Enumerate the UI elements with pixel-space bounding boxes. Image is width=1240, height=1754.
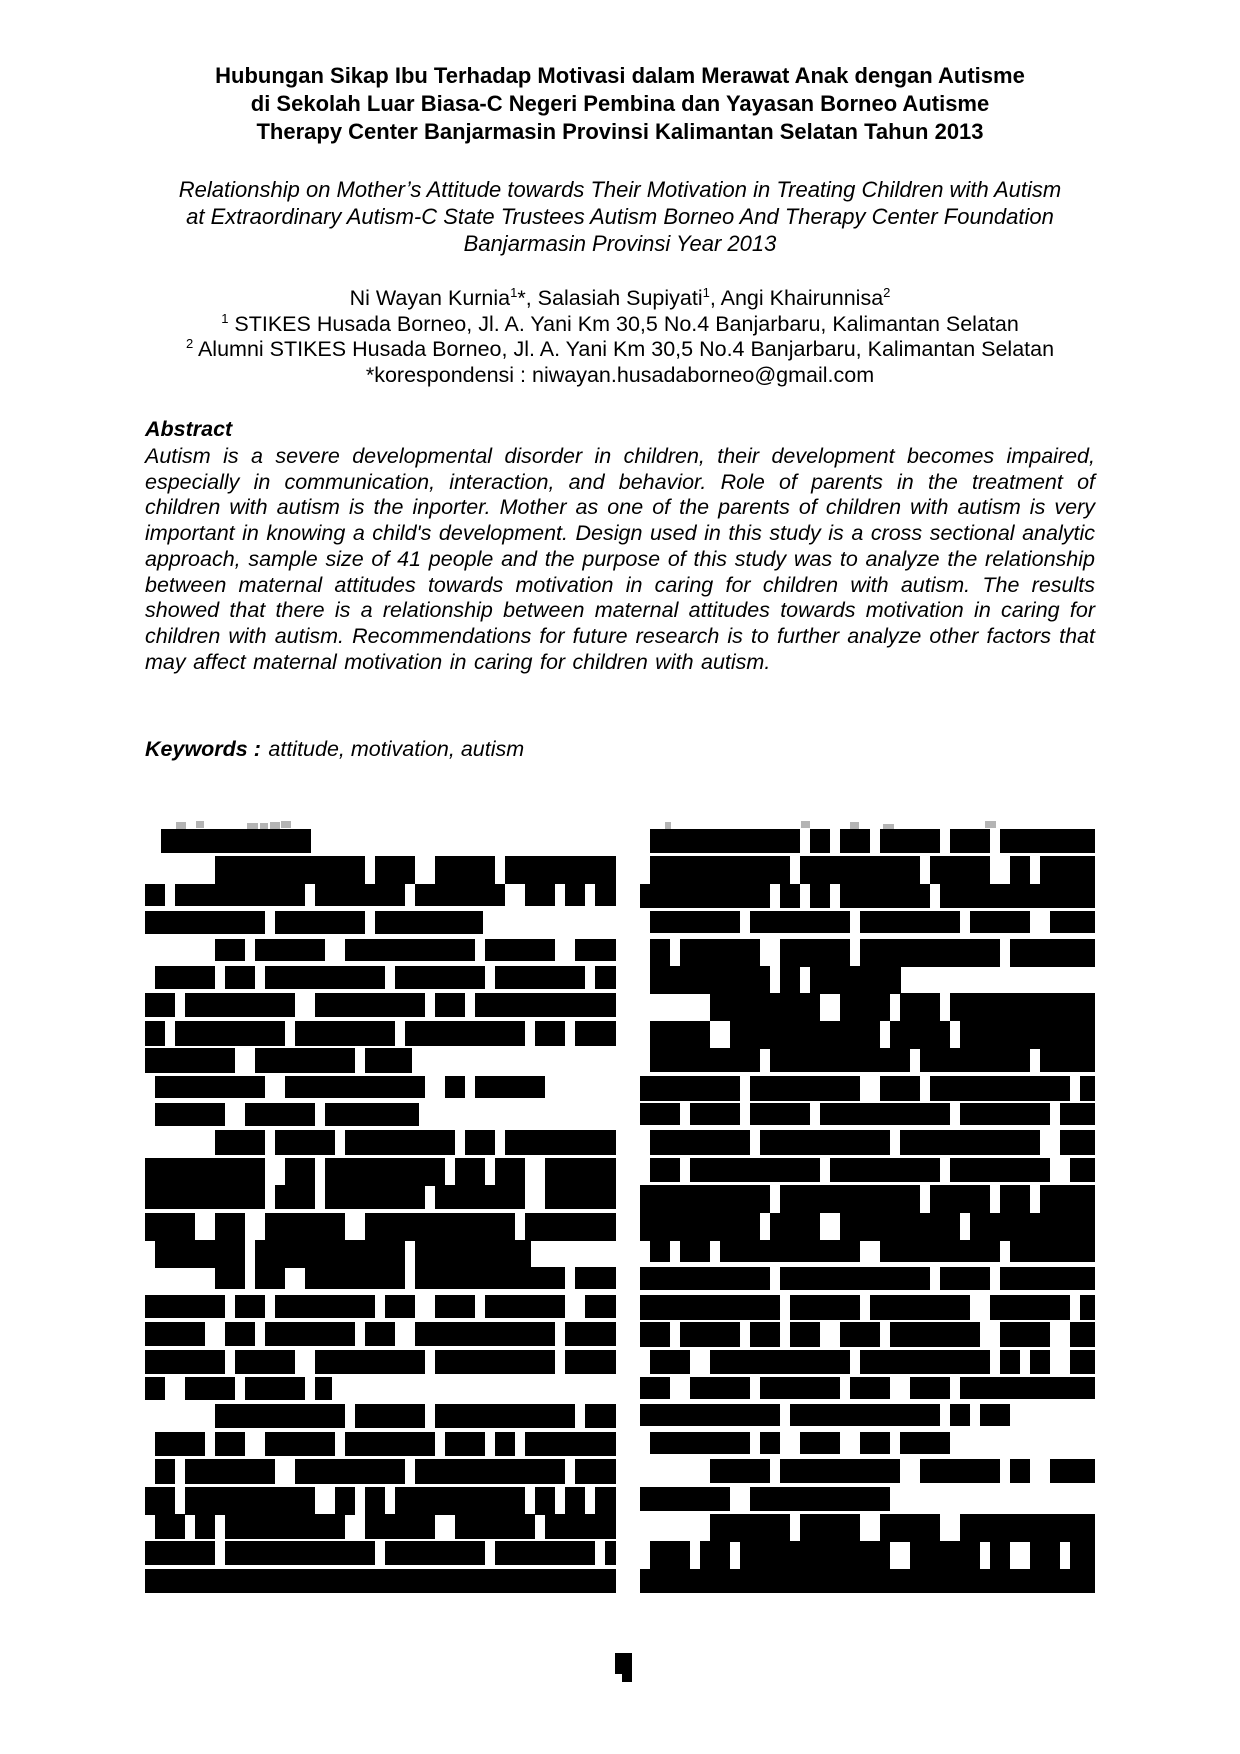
footer-pilcrow-tail xyxy=(622,1667,632,1682)
redacted-body-column-right xyxy=(640,817,1095,1593)
abstract-text: Autism is a severe developmental disorder in children, their development becomes impaired, especially in communication, interaction, and behavior. Role of parents in the treatment of children with autism is the inporter. Mother as one of the parents of children with autism is very important in knowing a child's development. Design used in this study is a cross sectional analytic approach, sample size of 41 people and the purpose of this study was to analyze the relationship between maternal attitudes towards motivation in caring for children with autism. The results showed that there is a relationship between maternal attitudes towards motivation in caring for children with autism. Recommendations for future research is to further analyze other factors that may affect maternal motivation in caring for children with autism. xyxy=(145,444,1095,674)
author-affiliation-block xyxy=(125,286,1115,388)
abstract-heading: Abstract xyxy=(145,417,233,441)
affiliation-superscript: 1 xyxy=(221,310,229,326)
keywords-value: attitude, motivation, autism xyxy=(268,737,525,761)
author-name-text: Ni Wayan Kurnia xyxy=(349,286,511,310)
paper-title xyxy=(145,62,1095,146)
author-name-text: *, Salasiah Supiyati xyxy=(517,286,703,310)
author-superscript: 1 xyxy=(702,284,710,300)
affiliation-text: STIKES Husada Borneo, Jl. A. Yani Km 30,5 No.4 Banjarbaru, Kalimantan Selatan xyxy=(228,311,1019,336)
subtitle-line-3: Banjarmasin Provinsi Year 2013 xyxy=(463,231,777,256)
affiliation-text: Alumni STIKES Husada Borneo, Jl. A. Yani Km 30,5 No.4 Banjarbaru, Kalimantan Selatan xyxy=(193,337,1055,361)
paper-subtitle-english xyxy=(125,176,1115,257)
subtitle-line-1: Relationship on Mother’s Attitude towards Their Motivation in Treating Children with Autism xyxy=(178,177,1062,202)
affiliation-superscript: 2 xyxy=(185,335,194,351)
author-superscript: 2 xyxy=(883,284,891,300)
affiliation-1 xyxy=(125,312,1115,338)
keywords-line xyxy=(145,737,1095,762)
keywords-label: Keywords : xyxy=(145,737,261,761)
footer-pilcrow-mark xyxy=(615,1653,632,1674)
title-line-1: Hubungan Sikap Ibu Terhadap Motivasi dalam Merawat Anak dengan Autisme xyxy=(215,63,1025,88)
author-names xyxy=(125,286,1115,312)
redacted-body-column-left xyxy=(145,817,616,1593)
subtitle-line-2: at Extraordinary Autism-C State Trustees Autism Borneo And Therapy Center Foundation xyxy=(186,204,1054,229)
correspondence-line: *korespondensi : niwayan.husadaborneo@gmail.com xyxy=(365,362,875,387)
title-line-2: di Sekolah Luar Biasa-C Negeri Pembina dan Yayasan Borneo Autisme xyxy=(250,91,990,116)
author-name-text: , Angi Khairunnisa xyxy=(709,286,884,310)
affiliation-2 xyxy=(125,337,1115,363)
author-superscript: 1 xyxy=(510,284,518,300)
title-line-3: Therapy Center Banjarmasin Provinsi Kalimantan Selatan Tahun 2013 xyxy=(256,119,984,144)
